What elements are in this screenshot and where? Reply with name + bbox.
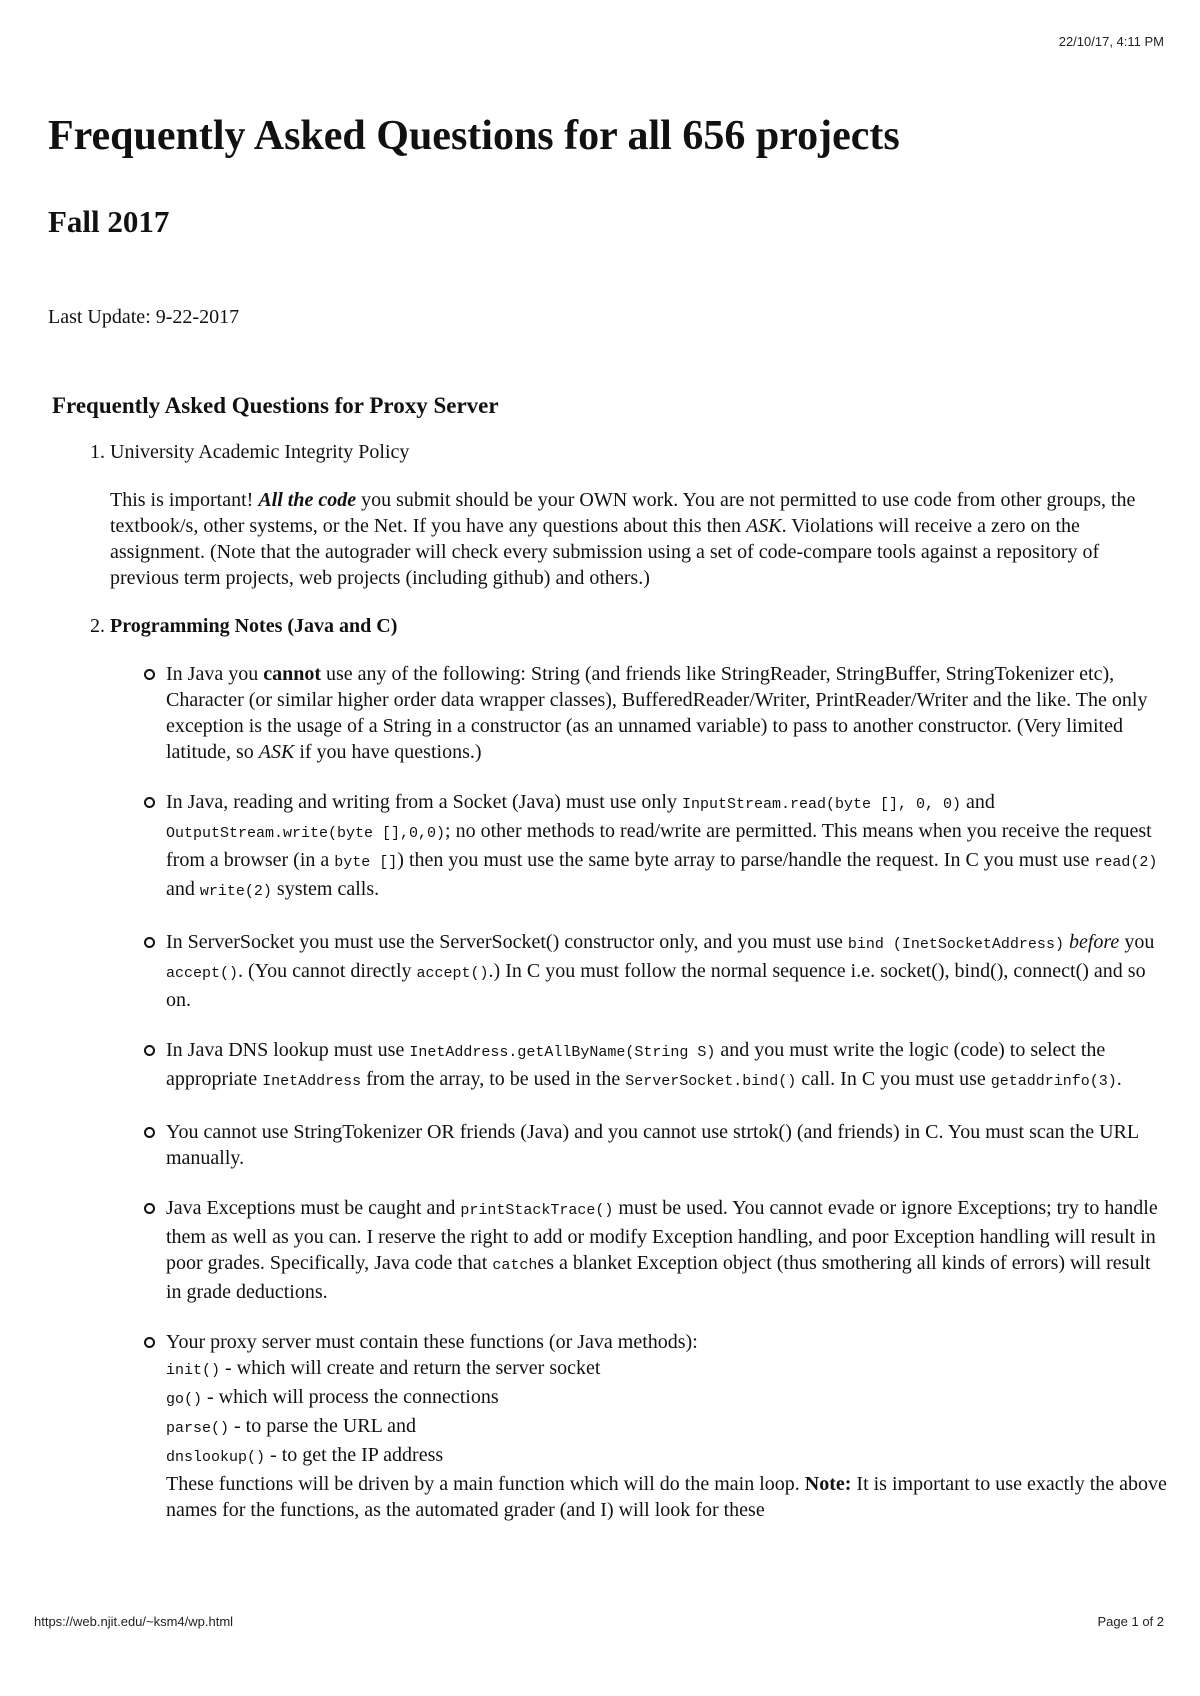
text: you submit should be your OWN work. You are not permitted to use code from other groups, the textbook/s, other systems, or the Net. If you have any questions about this then (110, 489, 1136, 538)
document-content (48, 112, 1168, 1547)
code-snippet: printStackTrace() (460, 1202, 614, 1220)
note-exceptions (166, 1195, 1168, 1305)
text: - to parse the URL and (229, 1415, 416, 1438)
emphasis: ASK (258, 741, 295, 764)
note-java-strings (166, 661, 1168, 765)
text: if you have questions.) (294, 741, 482, 764)
page-title: Frequently Asked Questions for all 656 projects (48, 113, 900, 159)
code-snippet: InputStream.read(byte [], 0, 0) (681, 796, 962, 814)
last-update: Last Update: 9-22-2017 (48, 306, 240, 329)
text: It is important to use exactly the above names for the functions, as the automated grader (and I) will look for these (166, 1473, 1167, 1522)
term-heading: Fall 2017 (48, 204, 170, 240)
note-server-socket (166, 929, 1168, 1013)
code-snippet: getaddrinfo(3) (990, 1073, 1117, 1091)
code-snippet: go() (166, 1391, 203, 1409)
text: This is important! (110, 489, 259, 512)
note-socket-io (166, 789, 1168, 905)
text: Your proxy server must contain these functions (or Java methods): (166, 1331, 698, 1354)
print-url[interactable]: https://web.njit.edu/~ksm4/wp.html (34, 1614, 234, 1629)
code-snippet: byte [] (334, 854, 398, 872)
emphasis: All the code (258, 489, 357, 512)
code-snippet: parse() (166, 1420, 230, 1438)
text: In Java you (166, 663, 264, 686)
faq-list (48, 439, 1168, 1523)
faq-item-programming-notes (110, 613, 1168, 1523)
strong-text: Note: (804, 1473, 852, 1496)
code-snippet: init() (166, 1362, 221, 1380)
faq-item-title: 2. Programming Notes (Java and C) (110, 615, 398, 638)
function-parse (166, 1413, 1168, 1442)
notes-list (110, 661, 1168, 1523)
text: use any of the following: String (and friends like StringReader, StringBuffer, StringTokenizer etc), Character (or similar higher order data wrapper classes), BufferedReader/Writer, PrintReader/Writer and the like. The only exception is the usage of a String in a constructor (as an unnamed variable) to pass to another constructor. (Very limited latitude, so (166, 663, 1148, 764)
text: from the array, to be used in the (361, 1068, 626, 1091)
code-snippet: catch (492, 1257, 538, 1275)
text: - to get the IP address (265, 1444, 444, 1467)
text: call. In C you must use (796, 1068, 991, 1091)
code-snippet: OutputStream.write(byte [],0,0) (166, 825, 446, 843)
faq-item-title: 1. University Academic Integrity Policy (110, 441, 410, 464)
code-snippet: InetAddress (262, 1073, 362, 1091)
text: In Java DNS lookup must use (166, 1039, 410, 1062)
strong-text: cannot (263, 663, 321, 686)
function-init (166, 1355, 1168, 1384)
print-timestamp: 22/10/17, 4:11 PM (1058, 34, 1164, 49)
text: and (166, 878, 200, 901)
integrity-paragraph (110, 487, 1168, 591)
faq-item-integrity (110, 439, 1168, 591)
note-required-functions (166, 1329, 1168, 1523)
function-go (166, 1384, 1168, 1413)
function-dnslookup (166, 1442, 1168, 1471)
text: Java Exceptions must be caught and (166, 1197, 461, 1220)
text: . (You cannot directly (238, 960, 417, 983)
text: . (1116, 1068, 1122, 1091)
text: These functions will be driven by a main function which will do the main loop. (166, 1473, 805, 1496)
code-snippet: InetAddress.getAllByName(String S) (409, 1044, 716, 1062)
code-snippet: accept() (166, 965, 239, 983)
text: - which will process the connections (202, 1386, 499, 1409)
text: you (1119, 931, 1155, 954)
emphasis: before (1068, 931, 1120, 954)
text: In Java, reading and writing from a Socket (Java) must use only (166, 791, 682, 814)
text: - which will create and return the server socket (220, 1357, 601, 1380)
text: and (961, 791, 995, 814)
text: ) then you must use the same byte array to parse/handle the request. In C you must use (397, 849, 1095, 872)
text: You cannot use StringTokenizer OR friends (Java) and you cannot use strtok() (and friends) in C. You must scan the URL manually. (166, 1121, 1139, 1170)
code-snippet: bind (InetSocketAddress) (847, 936, 1064, 954)
code-snippet: accept() (416, 965, 489, 983)
text: must be used. You cannot evade or ignore Exceptions; try to handle them as well as you can. I reserve the right to add or modify Exception handling, and poor Exception handling will result in poor grades. Specifically, Java code that (166, 1197, 1158, 1275)
text: and you must write the logic (code) to select the appropriate (166, 1039, 1106, 1091)
note-tokenizer (166, 1119, 1168, 1171)
text: es a blanket Exception object (thus smothering all kinds of errors) will result in grade deductions. (166, 1252, 1151, 1304)
emphasis: ASK (746, 515, 782, 538)
text: In ServerSocket you must use the ServerSocket() constructor only, and you must use (166, 931, 848, 954)
text: system calls. (271, 878, 380, 901)
print-page-number: Page 1 of 2 (1097, 1614, 1164, 1629)
note-dns-lookup (166, 1037, 1168, 1095)
section-title: Frequently Asked Questions for Proxy Server (52, 393, 499, 419)
code-snippet: write(2) (199, 883, 272, 901)
text: .) In C you must follow the normal sequence i.e. socket(), bind(), connect() and so on. (166, 960, 1146, 1012)
text: ; no other methods to read/write are permitted. This means when you receive the request from a browser (in a (166, 820, 1152, 872)
text: . Violations will receive a zero on the assignment. (Note that the autograder will check every submission using a set of code-compare tools against a repository of previous term projects, web projects (including github) and others.) (110, 515, 1100, 590)
code-snippet: read(2) (1094, 854, 1158, 872)
code-snippet: dnslookup() (166, 1449, 266, 1467)
code-snippet: ServerSocket.bind() (625, 1073, 797, 1091)
